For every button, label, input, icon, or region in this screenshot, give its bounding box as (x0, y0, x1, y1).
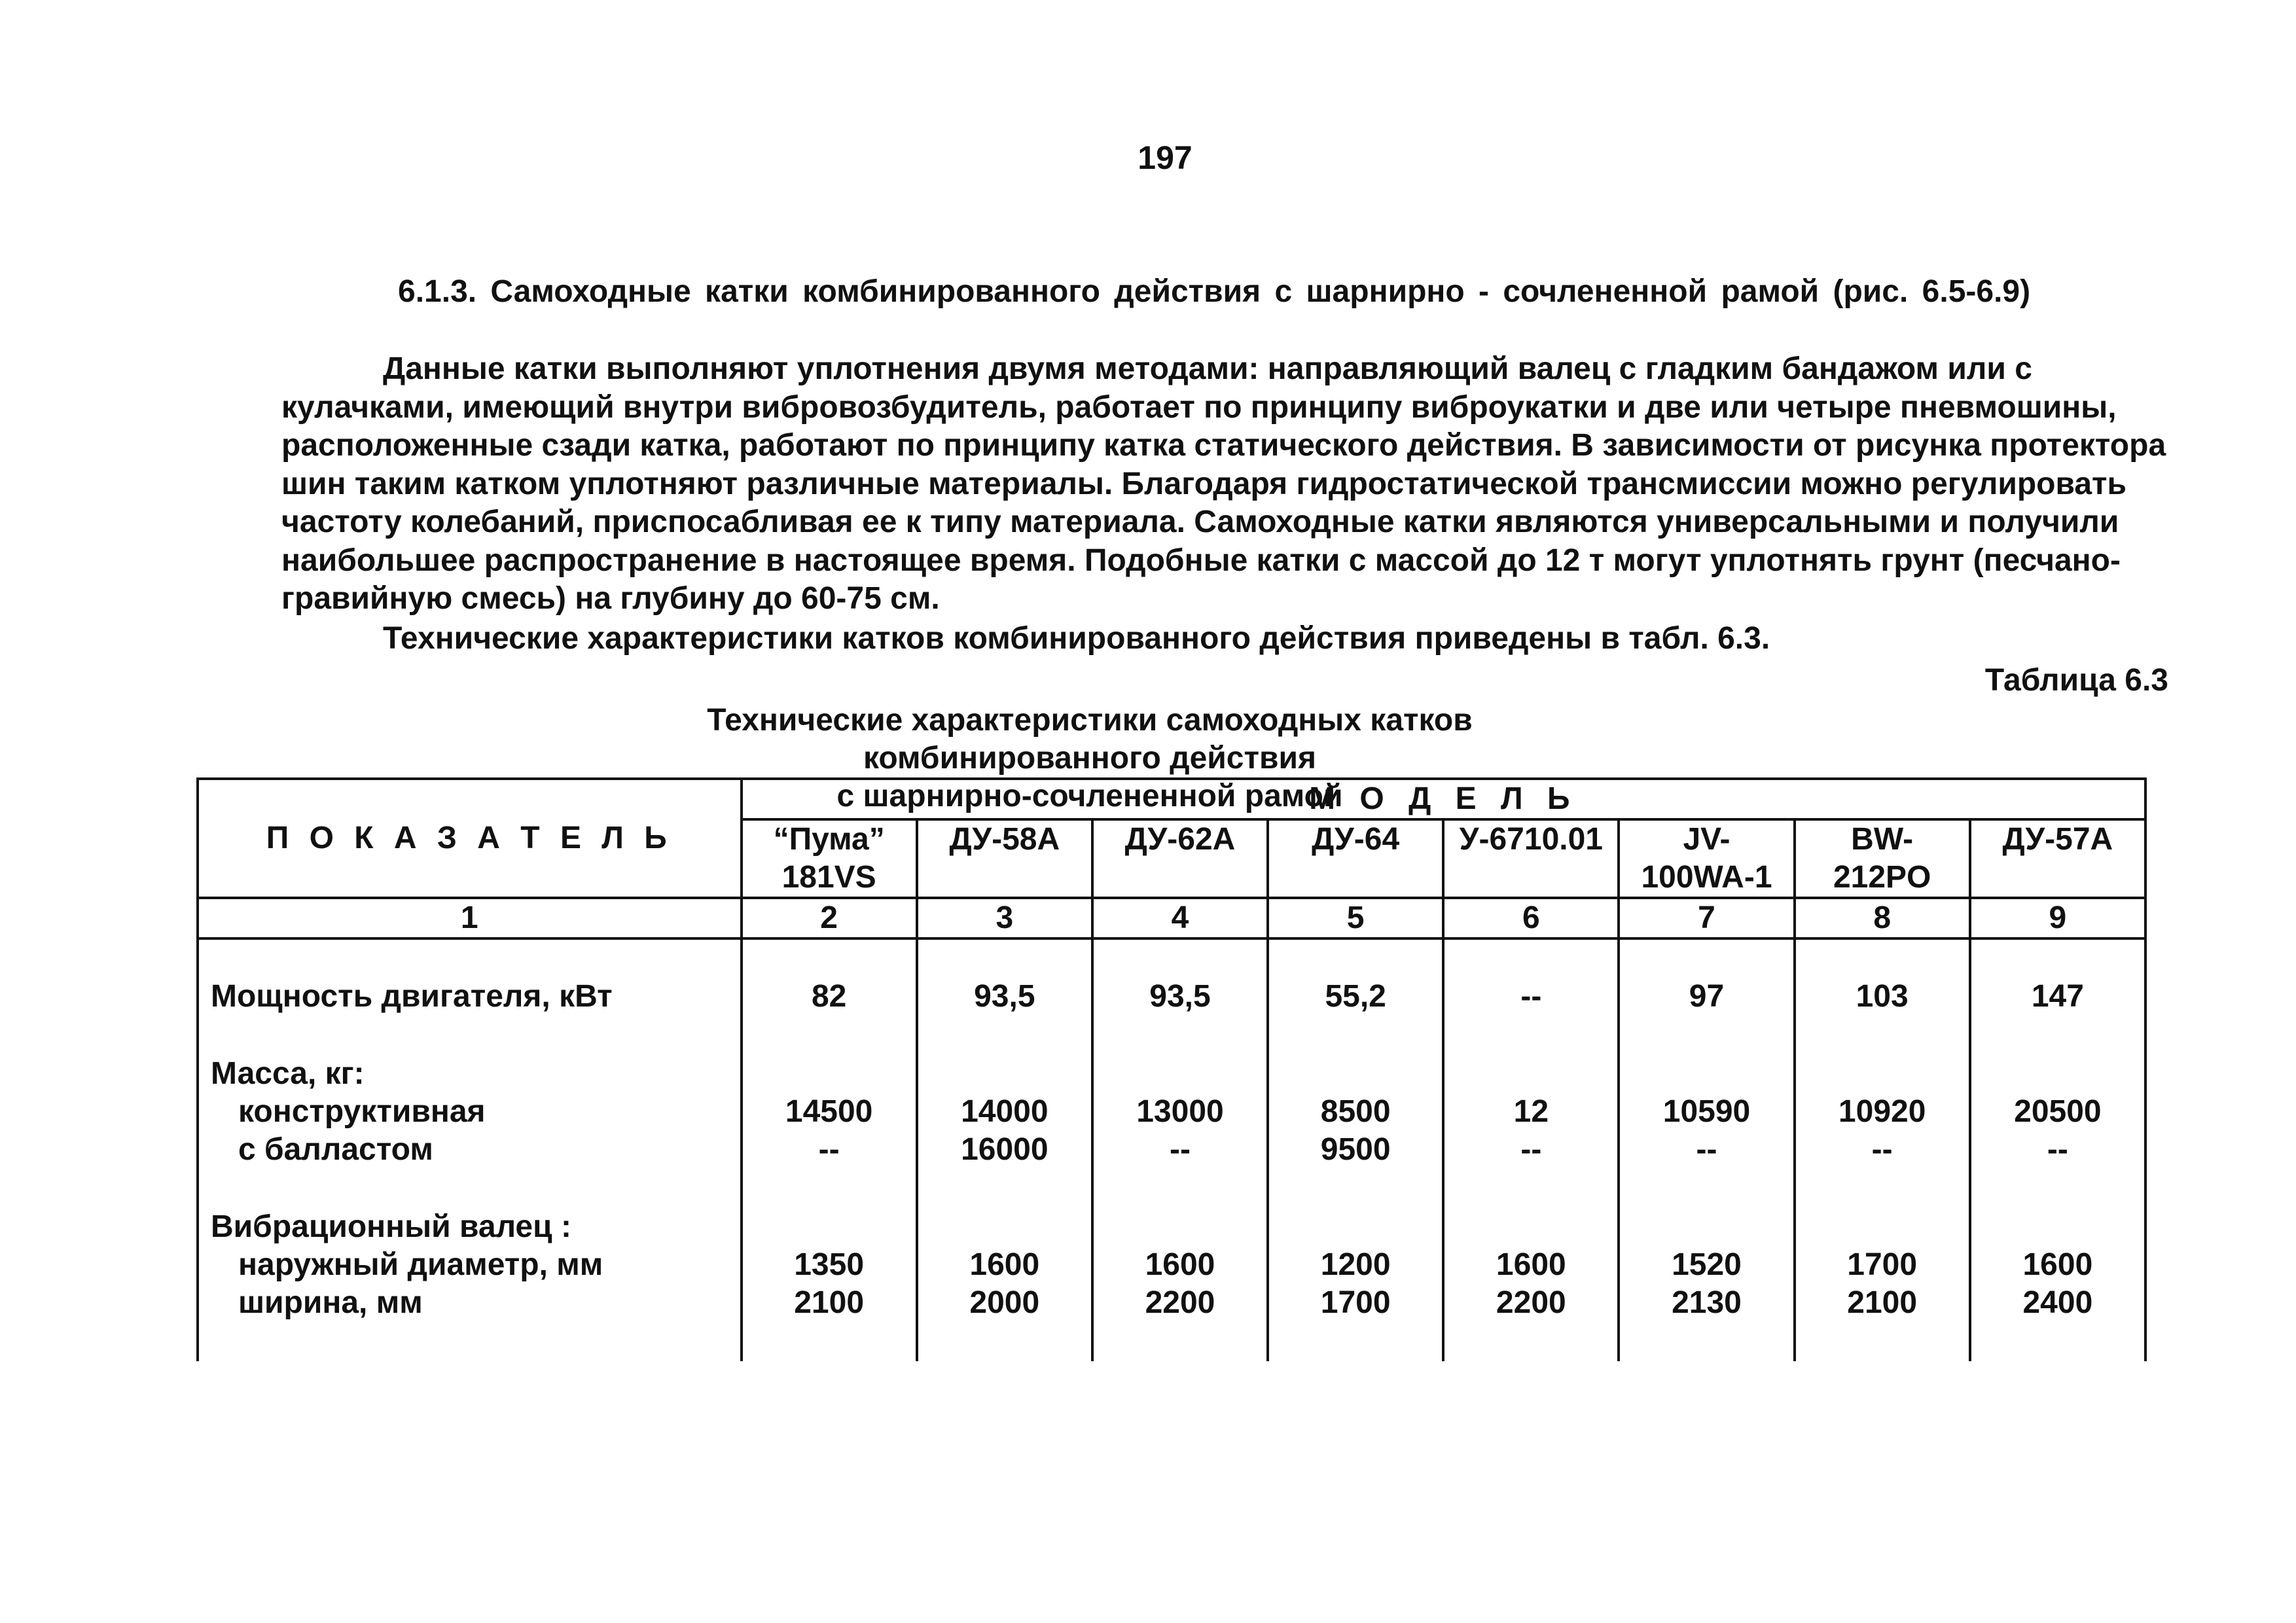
model-name: “Пума” 181VS (742, 819, 917, 898)
table-cell: 1600 2400 (1970, 1208, 2145, 1322)
model-header: М О Д Е Л Ь (742, 779, 2145, 819)
model-name: BW- 212PO (1795, 819, 1970, 898)
table-cell: 93,5 (1092, 978, 1268, 1016)
column-number: 8 (1795, 898, 1970, 938)
table-cell: 55,2 (1268, 978, 1443, 1016)
model-name: JV- 100WA-1 (1619, 819, 1794, 898)
table-cell: 1520 2130 (1619, 1208, 1794, 1322)
column-numbers-row (198, 898, 2145, 938)
mass-block (198, 1055, 2145, 1169)
row-label: Вибрационный валец : наружный диаметр, мм ширина, мм (198, 1208, 742, 1322)
table-cell: 14500 -- (742, 1055, 917, 1169)
table-cell: -- (1443, 978, 1619, 1016)
power-row (198, 978, 2145, 1016)
model-name: ДУ-57А (1970, 819, 2145, 898)
table-cell: 20500 -- (1970, 1055, 2145, 1169)
page-number: 197 (1138, 139, 1193, 176)
model-name: У-6710.01 (1443, 819, 1619, 898)
row-label: Мощность двигателя, кВт (198, 978, 742, 1016)
column-number: 3 (917, 898, 1092, 938)
spec-table (196, 777, 2147, 1361)
table-cell: 10590 -- (1619, 1055, 1794, 1169)
table-cell: 13000 -- (1092, 1055, 1268, 1169)
table-cell: 1200 1700 (1268, 1208, 1443, 1322)
table-cell: 12 -- (1443, 1055, 1619, 1169)
row-label: Масса, кг: конструктивная с балластом (198, 1055, 742, 1169)
model-name: ДУ-58А (917, 819, 1092, 898)
table-cell: 14000 16000 (917, 1055, 1092, 1169)
column-number: 5 (1268, 898, 1443, 938)
section-heading: 6.1.3. Самоходные катки комбинированного действия с шарнирно - сочлененной рамой (рис. 6.5-6.9) (398, 274, 2031, 309)
table-cell: 1600 2000 (917, 1208, 1092, 1322)
body-text (281, 350, 2179, 658)
table-title-line1: Технические характеристики самоходных катков комбинированного действия (707, 703, 1473, 776)
table-cell: 147 (1970, 978, 2145, 1016)
column-number: 9 (1970, 898, 2145, 938)
model-name: ДУ-62А (1092, 819, 1268, 898)
table-cell: 82 (742, 978, 917, 1016)
paragraph-main: Данные катки выполняют уплотнения двумя методами: направляющий валец с гладким бандажом или с кулачками, имеющий внутри вибровозбудитель, работает по принципу виброукатки и две или четыре пневмошины, расположенные сзади катка, работают по принципу катка статического действия. В зависимости от рисунка протектора шин таким катком уплотняют различные материалы. Благодаря гидростатической трансмиссии можно регулировать частоту колебаний, приспосабливая ее к типу материала. Самоходные катки являются универсальными и получили наибольшее распространение в настоящее время. Подобные катки с массой до 12 т могут уплотнять грунт (песчано-гравийную смесь) на глубину до 60-75 см. (281, 351, 2166, 616)
paragraph-table-reference: Технические характеристики катков комбинированного действия приведены в табл. 6.3. (383, 620, 1770, 656)
table-title-line2: с шарнирно-сочлененной рамой (836, 779, 1343, 813)
indicator-header: П О К А З А Т Е Л Ь (198, 779, 742, 898)
table-cell: 1700 2100 (1795, 1208, 1970, 1322)
table-cell: 103 (1795, 978, 1970, 1016)
model-name: ДУ-64 (1268, 819, 1443, 898)
table-cell: 93,5 (917, 978, 1092, 1016)
table-cell: 1350 2100 (742, 1208, 917, 1322)
table-cell: 1600 2200 (1443, 1208, 1619, 1322)
table-cell: 8500 9500 (1268, 1055, 1443, 1169)
column-number: 4 (1092, 898, 1268, 938)
column-number: 2 (742, 898, 917, 938)
drum-block (198, 1208, 2145, 1322)
table-label: Таблица 6.3 (1984, 663, 2168, 698)
column-number: 1 (198, 898, 742, 938)
table-cell: 1600 2200 (1092, 1208, 1268, 1322)
table-cell: 97 (1619, 978, 1794, 1016)
column-number: 7 (1619, 898, 1794, 938)
column-number: 6 (1443, 898, 1619, 938)
table-cell: 10920 -- (1795, 1055, 1970, 1169)
